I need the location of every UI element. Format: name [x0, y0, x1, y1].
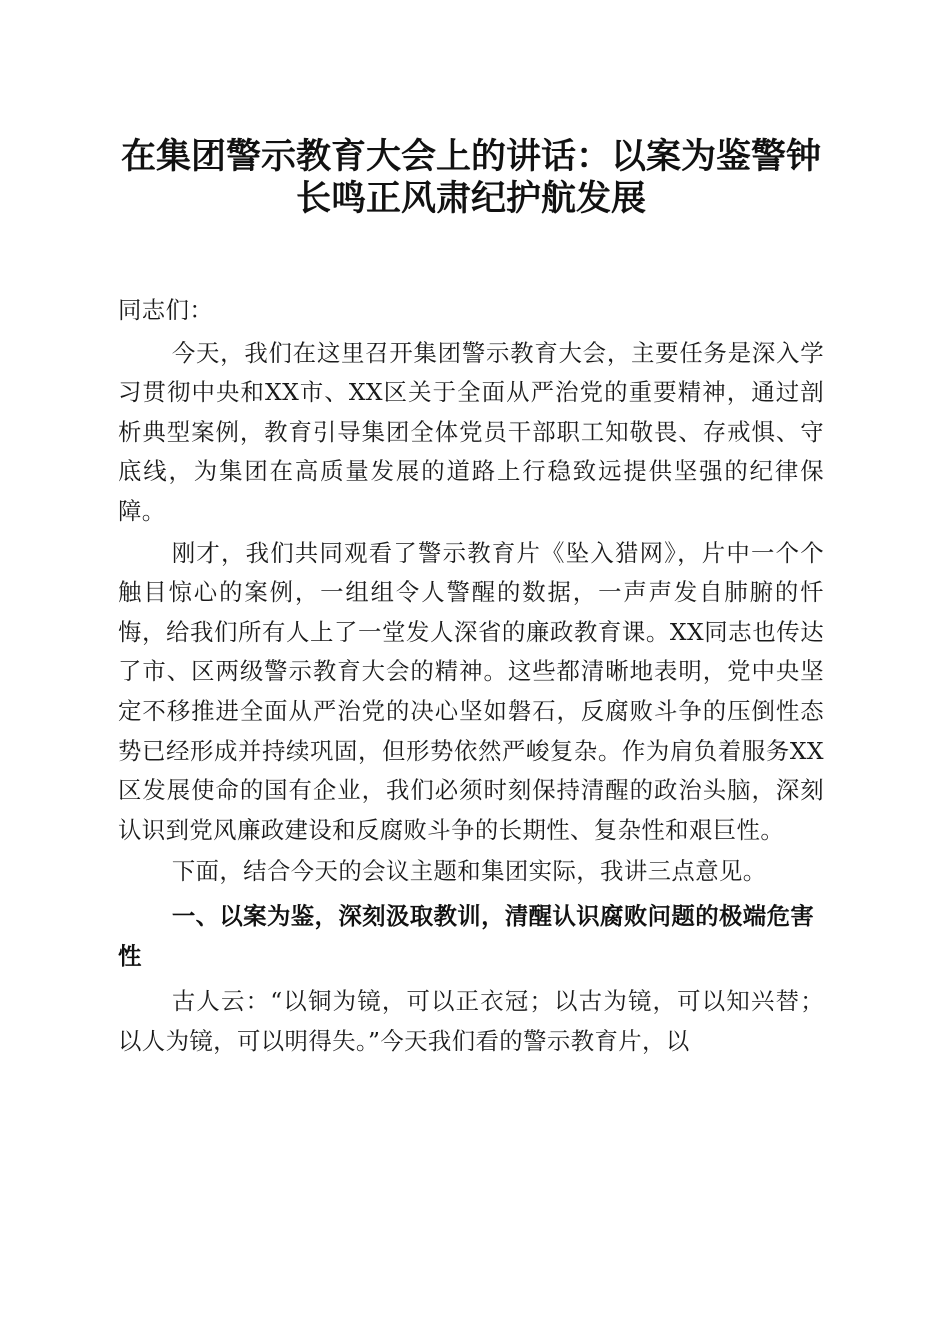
section-heading-1: 一、以案为鉴，深刻汲取教训，清醒认识腐败问题的极端危害性 [118, 901, 815, 970]
document-title [118, 136, 824, 220]
title-line-2: 长鸣正风肃纪护航发展 [295, 178, 646, 219]
document-page [118, 0, 824, 1063]
salutation: 同志们： [118, 296, 214, 324]
paragraph-2: 刚才，我们共同观看了警示教育片《坠入猎网》，片中一个个触目惊心的案例，一组组令人警醒的数据，一声声发自肺腑的忏悔，给我们所有人上了一堂发人深省的廉政教育课。XX同志也传达了市、区两级警示教育大会的精神。这些都清晰地表明，党中央坚定不移推进全面从严治党的决心坚如磐石，反腐败斗争的压倒性态势已经形成并持续巩固，但形势依然严峻复杂。作为肩负着服务XX区发展使命的国有企业，我们必须时刻保持清醒的政治头脑，深刻认识到党风廉政建设和反腐败斗争的长期性、复杂性和艰巨性。 [118, 538, 824, 844]
paragraph-1: 今天，我们在这里召开集团警示教育大会，主要任务是深入学习贯彻中央和XX市、XX区关于全面从严治党的重要精神，通过剖析典型案例，教育引导集团全体党员干部职工知敬畏、存戒惧、守底线，为集团在高质量发展的道路上行稳致远提供坚强的纪律保障。 [118, 338, 824, 525]
document-body [118, 291, 824, 1061]
title-line-1: 在集团警示教育大会上的讲话：以案为鉴警钟 [120, 136, 821, 177]
paragraph-4: 古人云：“以铜为镜，可以正衣冠；以古为镜，可以知兴替；以人为镜，可以明得失。”今天我们看的警示教育片，以 [118, 986, 824, 1055]
paragraph-3: 下面，结合今天的会议主题和集团实际，我讲三点意见。 [171, 857, 767, 886]
